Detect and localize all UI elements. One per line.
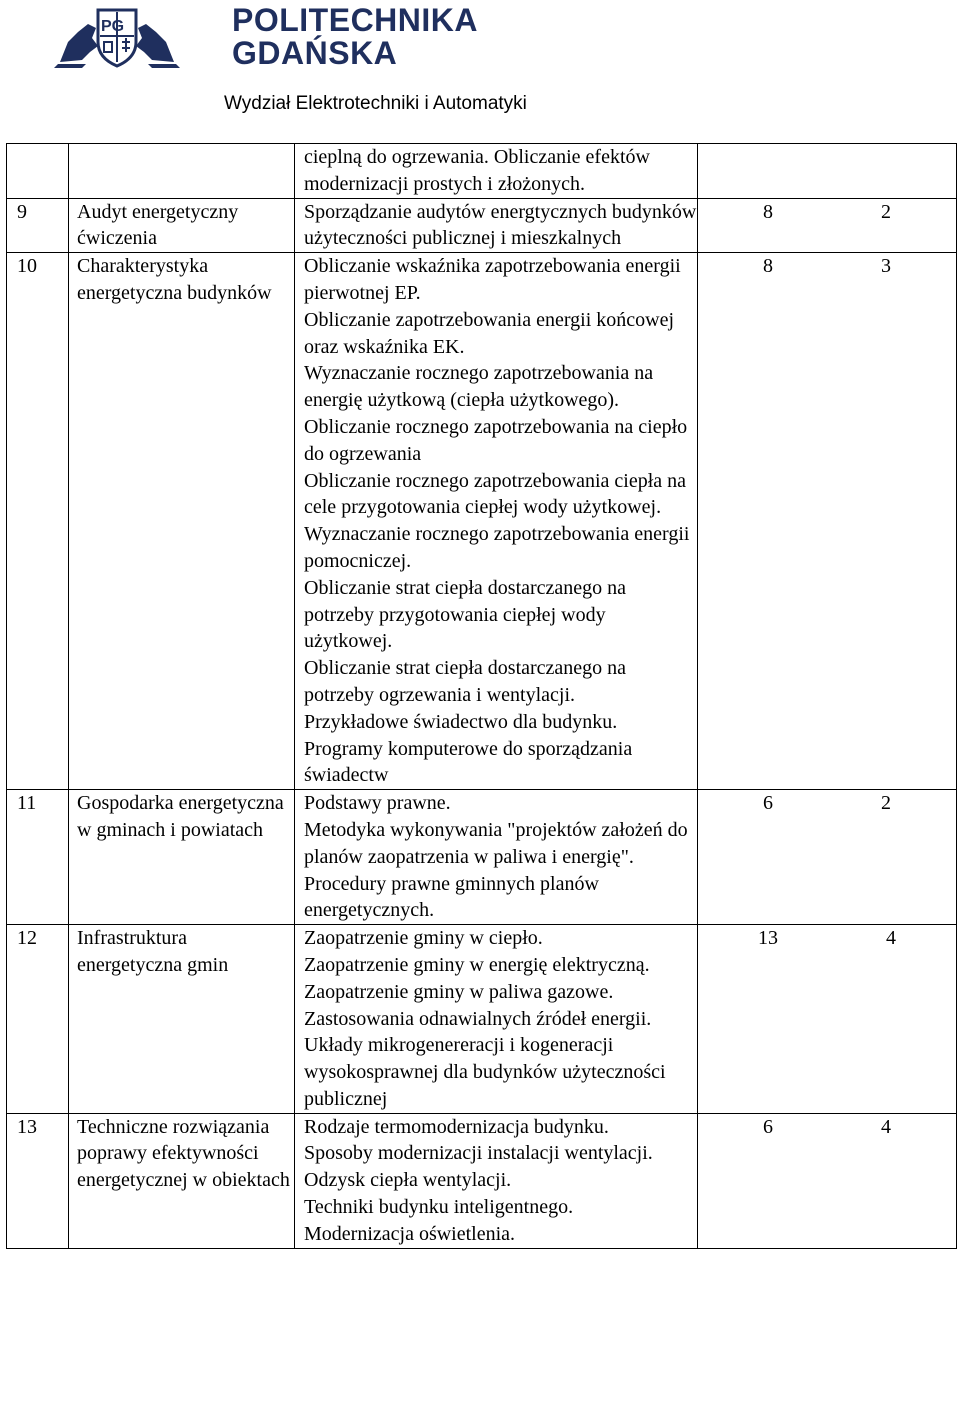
content-paragraph: Przykładowe świadectwo dla budynku.: [304, 710, 618, 733]
table-row: [7, 1113, 957, 1248]
content-paragraph: Zaopatrzenie gminy w paliwa gazowe.: [304, 980, 614, 1003]
hours-value-1: 6: [763, 1115, 773, 1138]
table-row: [7, 144, 957, 199]
topic-content-cell: [295, 925, 698, 1114]
topic-title-cell: [69, 790, 295, 925]
topic-content-cell: [295, 144, 698, 199]
hours-value-1: 6: [763, 792, 773, 815]
university-name-line2: GDAŃSKA: [232, 35, 398, 71]
university-logo-icon: [52, 2, 182, 70]
table-row: [7, 198, 957, 253]
content-paragraph: Wyznaczanie rocznego zapotrzebowania energii pomocniczej.: [304, 523, 690, 572]
table-row: [7, 925, 957, 1114]
content-paragraph: Obliczanie zapotrzebowania energii końcowej oraz wskaźnika EK.: [304, 308, 675, 358]
table-row: [7, 253, 957, 790]
topic-title: Charakterystyka energetyczna budynków: [77, 255, 272, 304]
table-row: [7, 790, 957, 925]
hours-value-1: 8: [763, 255, 773, 278]
page-header: [0, 0, 960, 140]
university-name-line1: POLITECHNIKA: [232, 2, 478, 38]
content-paragraph: Obliczanie rocznego zapotrzebowania na ciepło do ogrzewania: [304, 415, 688, 465]
hours-cell: [698, 790, 957, 925]
content-paragraph: Metodyka wykonywania "projektów założeń do planów zaopatrzenia w paliwa i energię".: [304, 818, 688, 868]
content-paragraph: Rodzaje termomodernizacja budynku.: [304, 1115, 609, 1138]
content-paragraph: Sposoby modernizacji instalacji wentylacji. Odzysk ciepła wentylacji.: [304, 1142, 653, 1192]
hours-value-2: 2: [881, 200, 891, 223]
topic-content-cell: [295, 1113, 698, 1248]
content-paragraph: Obliczanie strat ciepła dostarczanego na potrzeby ogrzewania i wentylacji.: [304, 657, 627, 706]
hours-value-1: 8: [763, 200, 773, 223]
lecture-number-cell: 11: [7, 790, 69, 925]
topic-title-cell: [69, 253, 295, 790]
hours-value-2: 2: [881, 792, 891, 815]
content-paragraph: Programy komputerowe do sporządzania świadectw: [304, 737, 633, 787]
hours-cell: [698, 198, 957, 253]
topic-content-cell: [295, 790, 698, 925]
topic-title: Gospodarka energetyczna w gminach i powiatach: [77, 792, 284, 841]
hours-cell: [698, 144, 957, 199]
content-paragraph: cieplną do ogrzewania. Obliczanie efektów modernizacji prostych i złożonych.: [304, 146, 650, 195]
content-paragraph: Podstawy prawne.: [304, 792, 451, 815]
content-paragraph: Obliczanie rocznego zapotrzebowania ciepła na cele przygotowania ciepłej wody użytkowej.: [304, 469, 687, 519]
content-paragraph: Modernizacja oświetlenia.: [304, 1222, 516, 1245]
hours-cell: [698, 925, 957, 1114]
hours-cell: [698, 1113, 957, 1248]
content-paragraph: Obliczanie wskaźnika zapotrzebowania energii pierwotnej EP.: [304, 255, 681, 304]
lecture-number-cell: [7, 144, 69, 199]
hours-value-2: 3: [881, 255, 891, 278]
topic-title: Infrastruktura energetyczna gmin: [77, 927, 229, 976]
lecture-number-cell: 12: [7, 925, 69, 1114]
hours-cell: [698, 253, 957, 790]
logo-text: PG: [101, 18, 125, 35]
content-paragraph: Sporządzanie audytów energtycznych budynków użyteczności publicznej i mieszkalnych: [304, 200, 697, 250]
content-paragraph: Zaopatrzenie gminy w ciepło.: [304, 927, 543, 950]
topic-content-cell: [295, 198, 698, 253]
course-program-table: [6, 143, 957, 1249]
content-paragraph: Wyznaczanie rocznego zapotrzebowania na energię użytkową (ciepła użytkowego).: [304, 362, 654, 412]
lecture-number-cell: 10: [7, 253, 69, 790]
lecture-number-cell: 13: [7, 1113, 69, 1248]
topic-title-cell: [69, 925, 295, 1114]
topic-title-cell: [69, 198, 295, 253]
topic-title-cell: [69, 144, 295, 199]
topic-content-cell: [295, 253, 698, 790]
topic-title-cell: [69, 1113, 295, 1248]
content-paragraph: Obliczanie strat ciepła dostarczanego na potrzeby przygotowania ciepłej wody użytkowej.: [304, 576, 627, 653]
hours-value-2: 4: [881, 1115, 891, 1138]
topic-title: Techniczne rozwiązania poprawy efektywności energetycznej w obiektach: [77, 1115, 290, 1192]
content-paragraph: Procedury prawne gminnych planów energetycznych.: [304, 872, 599, 922]
faculty-name: Wydział Elektrotechniki i Automatyki: [224, 93, 527, 114]
content-paragraph: Techniki budynku inteligentnego.: [304, 1196, 574, 1219]
lecture-number-cell: 9: [7, 198, 69, 253]
content-paragraph: Zaopatrzenie gminy w energię elektryczną.: [304, 953, 650, 976]
topic-title: Audyt energetyczny ćwiczenia: [77, 200, 239, 250]
hours-value-1: 13: [758, 927, 778, 950]
content-paragraph: Zastosowania odnawialnych źródeł energii. Układy mikrogenereracji i kogeneracji wysokosprawnej dla budynków użyteczności publicznej: [304, 1007, 666, 1110]
hours-value-2: 4: [886, 927, 896, 950]
